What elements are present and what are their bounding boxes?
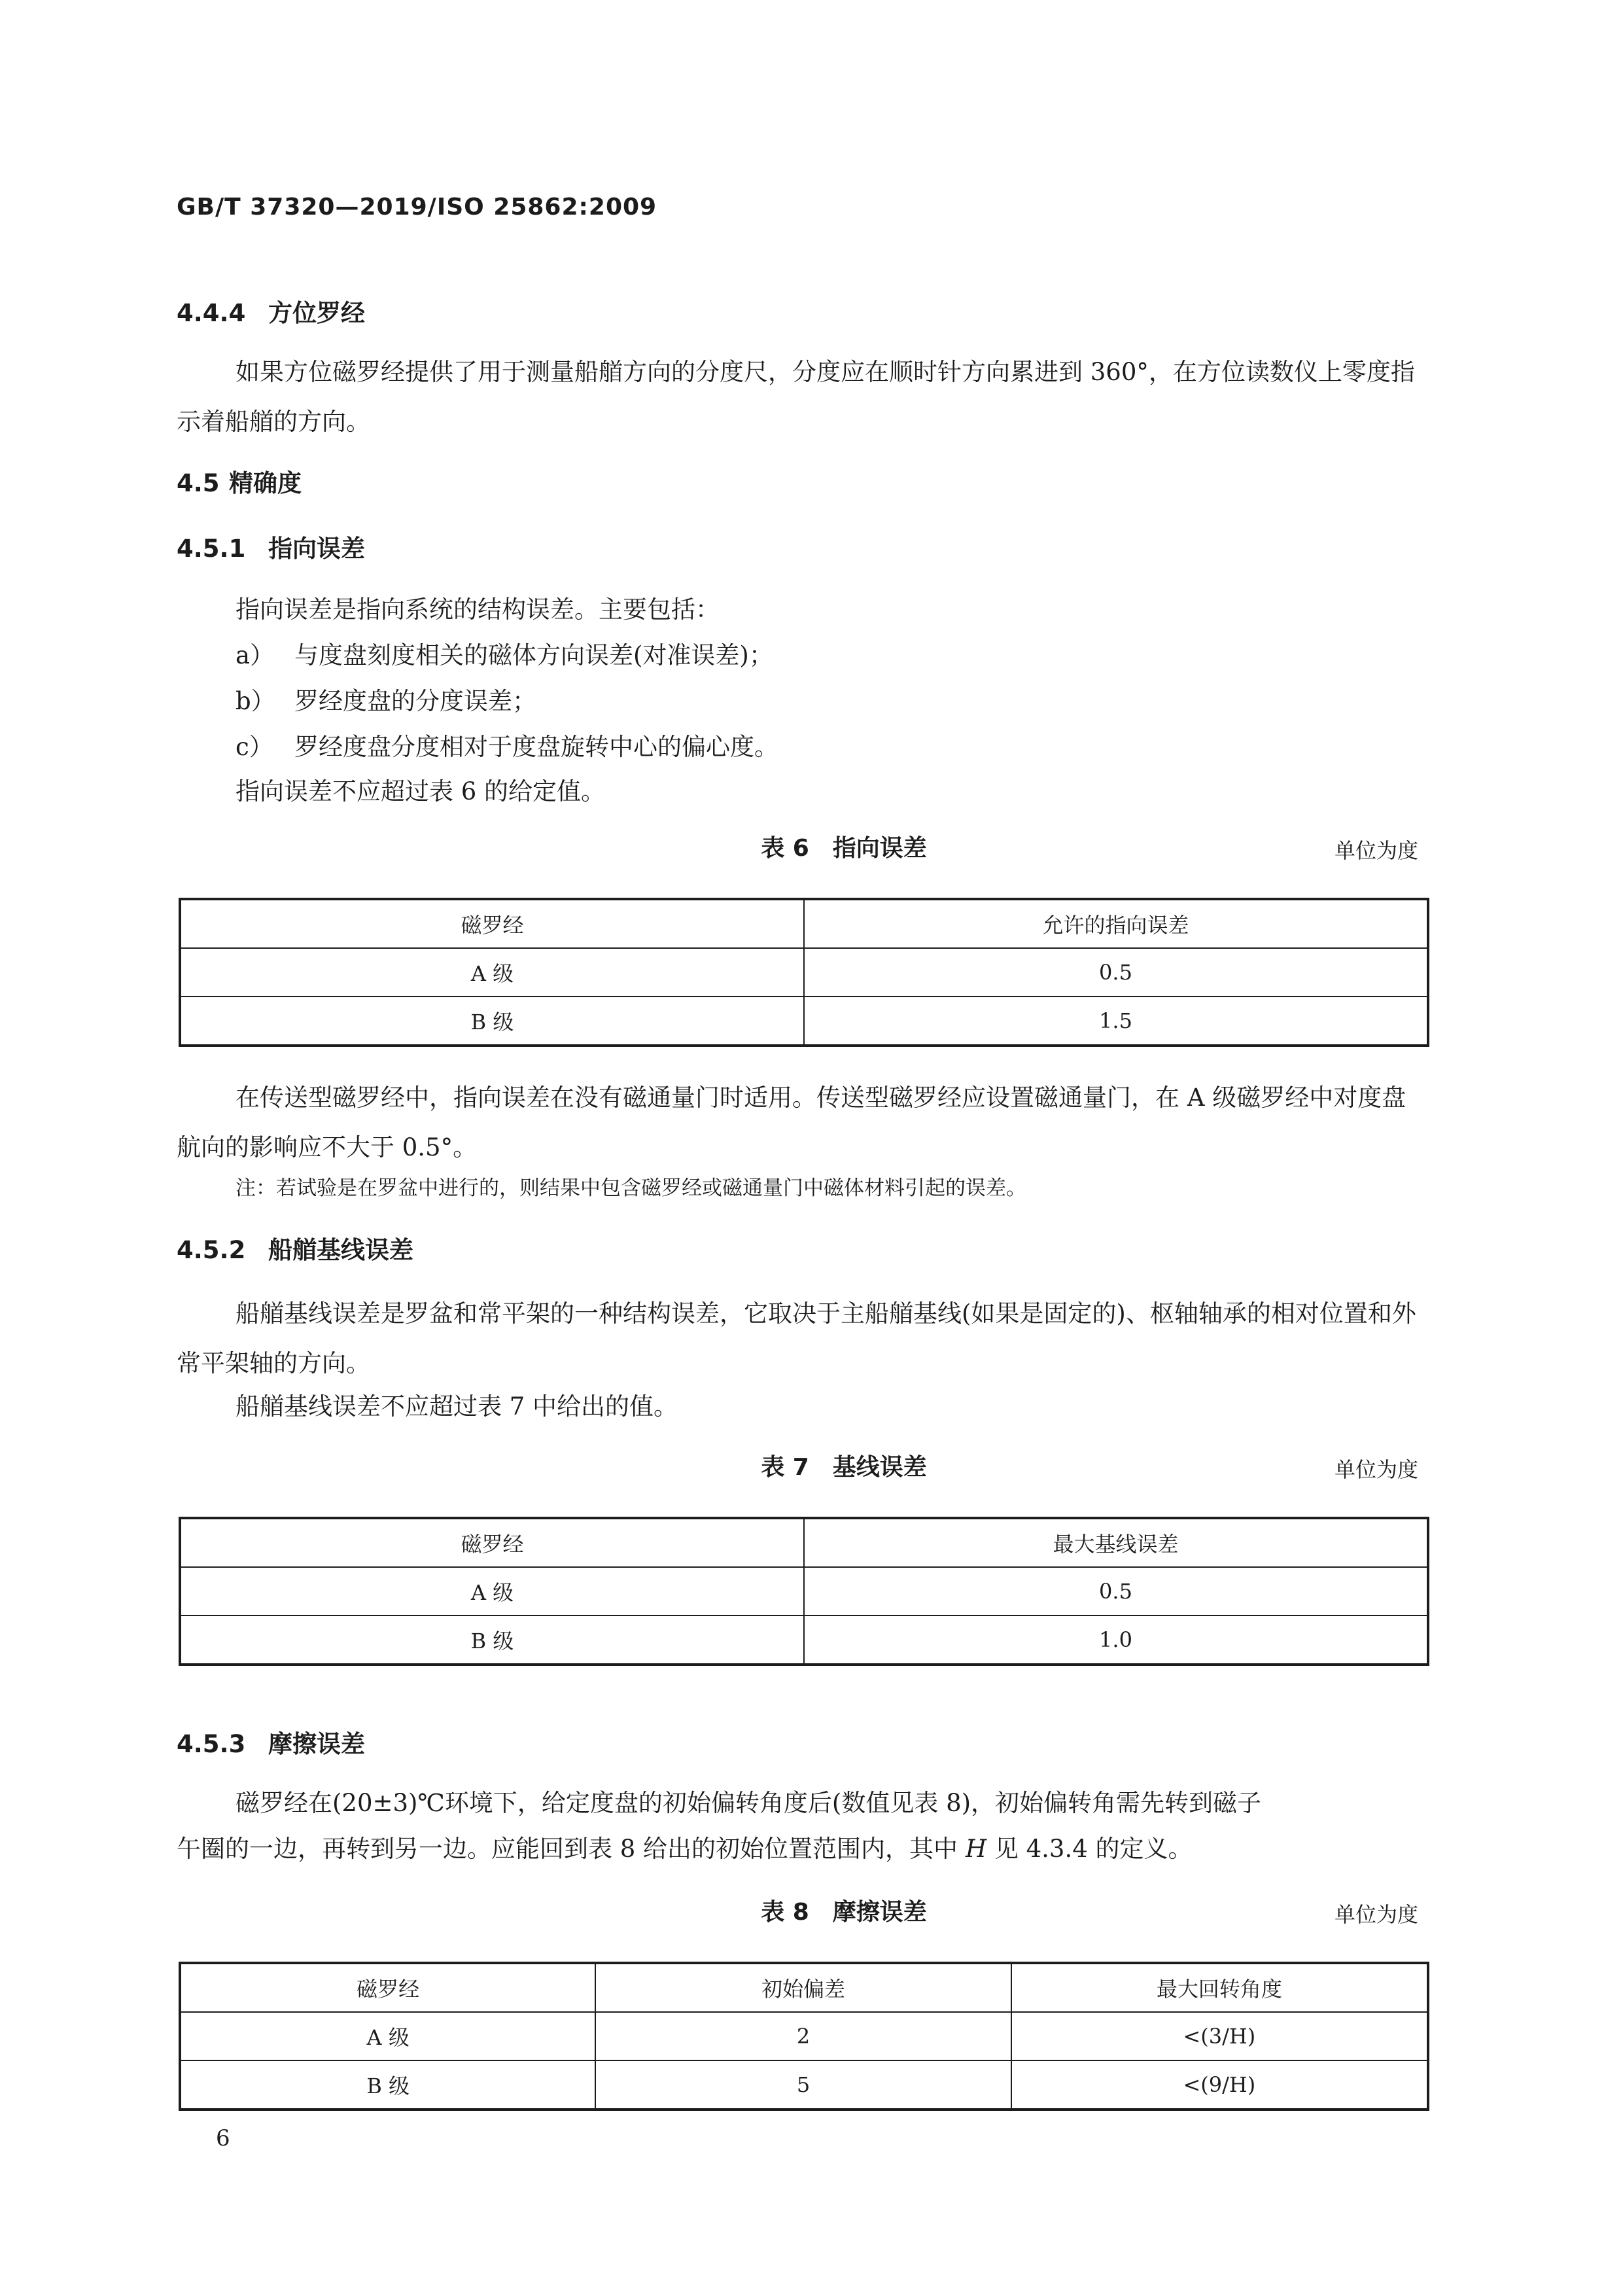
- variable-h: H: [965, 1835, 987, 1863]
- table-7-caption: 表 7 基线误差: [761, 1454, 927, 1481]
- table-cell: A 级: [180, 1567, 804, 1616]
- table-cell: <(9/H): [1011, 2060, 1428, 2110]
- section-title: 指向误差: [268, 535, 365, 563]
- table-8-caption: 表 8 摩擦误差: [761, 1899, 927, 1926]
- text-run: 见 4.3.4 的定义。: [986, 1835, 1193, 1863]
- table-cell: 5: [595, 2060, 1011, 2110]
- table-cell: B 级: [180, 1616, 804, 1665]
- table-row: [180, 1616, 1428, 1665]
- table-cell: 1.0: [804, 1616, 1428, 1665]
- section-4-5-2-heading: [177, 1230, 413, 1265]
- document-id: GB/T 37320—2019/ISO 25862:2009: [177, 194, 657, 221]
- section-4-5-3-heading: [177, 1724, 365, 1759]
- table-cell: 0.5: [804, 1567, 1428, 1616]
- table-header-cell: 磁罗经: [180, 1963, 595, 2012]
- table-6-unit: 单位为度: [1335, 838, 1419, 863]
- page-number: 6: [216, 2125, 230, 2151]
- table-8-unit: 单位为度: [1335, 1902, 1419, 1927]
- table-cell: B 级: [180, 2060, 595, 2110]
- section-4-5-heading: [177, 463, 302, 499]
- table-cell: <(3/H): [1011, 2012, 1428, 2060]
- list-marker: c）: [236, 733, 273, 761]
- table-7: [179, 1517, 1429, 1666]
- table-header-cell: 磁罗经: [180, 899, 804, 948]
- lubber-line-requirement: 船艏基线误差不应超过表 7 中给出的值。: [236, 1392, 678, 1421]
- friction-paragraph-line-1: 磁罗经在(20±3)℃环境下，给定度盘的初始偏转角度后(数值见表 8)，初始偏转角需先转到磁子: [236, 1789, 1262, 1817]
- lubber-line-paragraph: 船艏基线误差是罗盆和常平架的一种结构误差，它取决于主船艏基线(如果是固定的)、枢轴轴承的相对位置和外常平架轴的方向。: [177, 1299, 1416, 1377]
- section-4-5-1-heading: [177, 529, 365, 564]
- section-number: 4.5: [177, 469, 220, 497]
- table-cell: B 级: [180, 997, 804, 1046]
- list-text: 与度盘刻度相关的磁体方向误差(对准误差)；: [294, 641, 773, 669]
- table-header-cell: 初始偏差: [595, 1963, 1011, 2012]
- table-header-cell: 最大回转角度: [1011, 1963, 1428, 2012]
- note: 注：若试验是在罗盆中进行的，则结果中包含磁罗经或磁通量门中磁体材料引起的误差。: [236, 1176, 1026, 1200]
- section-number: 4.4.4: [177, 299, 246, 327]
- list-text: 罗经度盘分度相对于度盘旋转中心的偏心度。: [294, 733, 778, 761]
- table-header-row: [180, 899, 1428, 948]
- section-title: 船艏基线误差: [268, 1236, 413, 1264]
- table-row: [180, 997, 1428, 1046]
- table-header-row: [180, 1963, 1428, 2012]
- table-7-unit: 单位为度: [1335, 1457, 1419, 1482]
- table-cell: 1.5: [804, 997, 1428, 1046]
- section-number: 4.5.2: [177, 1236, 246, 1264]
- pointing-error-requirement: 指向误差不应超过表 6 的给定值。: [236, 777, 606, 805]
- table-row: [180, 1567, 1428, 1616]
- table-row: [180, 948, 1428, 997]
- section-4-4-4-paragraph: 如果方位磁罗经提供了用于测量船艏方向的分度尺，分度应在顺时针方向累进到 360°，在方位读数仪上零度指示着船艏的方向。: [177, 358, 1415, 436]
- list-item: [236, 677, 536, 726]
- list-item: [236, 631, 773, 680]
- table-header-cell: 允许的指向误差: [804, 899, 1428, 948]
- section-number: 4.5.1: [177, 535, 246, 563]
- text-run: 午圈的一边，再转到另一边。应能回到表 8 给出的初始位置范围内，其中: [177, 1835, 966, 1863]
- transmitting-compass-paragraph: 在传送型磁罗经中，指向误差在没有磁通量门时适用。传送型磁罗经应设置磁通量门，在 A 级磁罗经中对度盘航向的影响应不大于 0.5°。: [177, 1084, 1406, 1161]
- list-marker: b）: [236, 687, 275, 715]
- table-8: [179, 1962, 1429, 2111]
- table-cell: A 级: [180, 2012, 595, 2060]
- section-4-4-4-heading: [177, 293, 365, 328]
- section-title: 方位罗经: [268, 299, 365, 327]
- section-title: 摩擦误差: [268, 1730, 365, 1758]
- table-row: [180, 2012, 1428, 2060]
- table-row: [180, 2060, 1428, 2110]
- table-header-row: [180, 1518, 1428, 1567]
- table-6: [179, 898, 1429, 1047]
- section-title: 精确度: [229, 469, 302, 497]
- table-header-cell: 最大基线误差: [804, 1518, 1428, 1567]
- table-header-cell: 磁罗经: [180, 1518, 804, 1567]
- pointing-error-intro: 指向误差是指向系统的结构误差。主要包括：: [236, 595, 720, 624]
- table-6-caption: 表 6 指向误差: [761, 835, 927, 862]
- list-marker: a）: [236, 641, 275, 669]
- table-cell: 2: [595, 2012, 1011, 2060]
- section-number: 4.5.3: [177, 1730, 246, 1758]
- table-cell: A 级: [180, 948, 804, 997]
- list-item: [236, 722, 778, 772]
- list-text: 罗经度盘的分度误差；: [294, 687, 536, 715]
- friction-paragraph-line-2: [177, 1824, 1193, 1874]
- table-cell: 0.5: [804, 948, 1428, 997]
